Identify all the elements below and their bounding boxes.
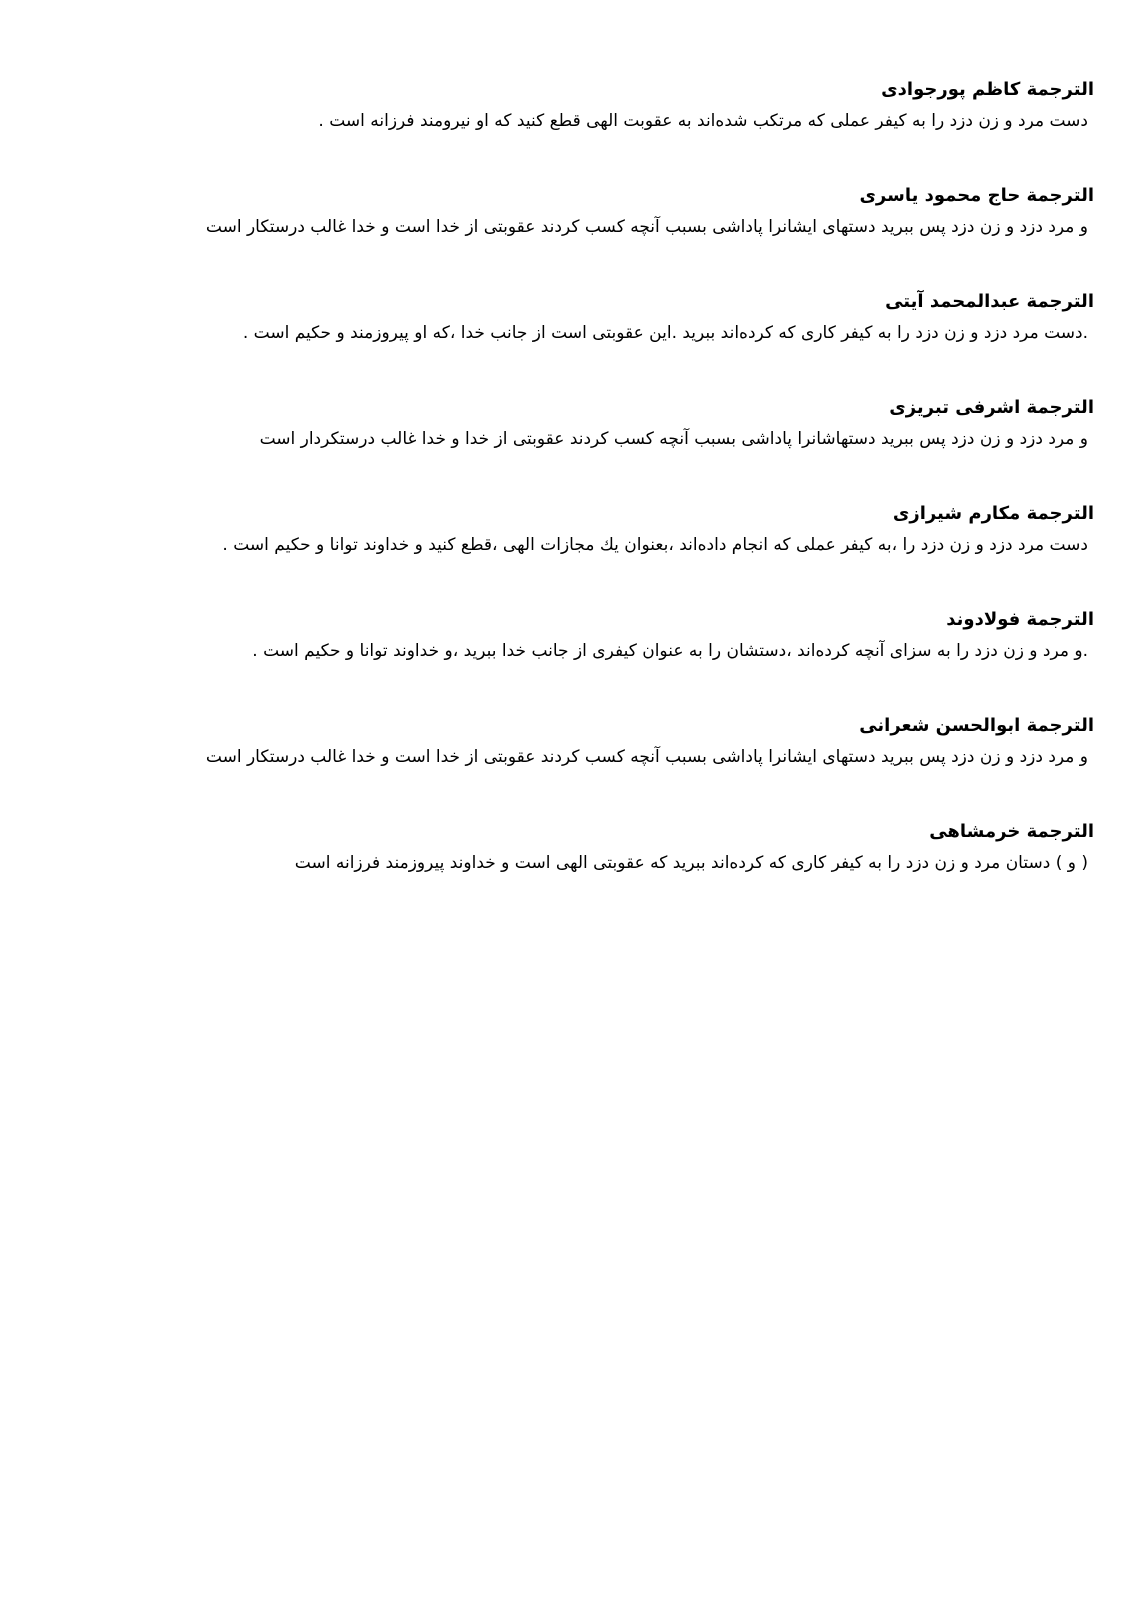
translation-text: ( و ) دستان مرد و زن دزد را به كيفر كارى كه كرده‌اند ببريد كه عقوبتى الهى است و خداوند پيروزمند فرزانه است [294, 853, 1088, 873]
translation-entry-1 [0, 76, 1144, 182]
translation-text: و مرد دزد و زن دزد پس ببريد دستهاى ايشانرا پاداشى بسبب آنچه كسب كردند عقوبتى از خدا است و خدا غالب درستكار است [205, 217, 1088, 237]
translation-title: الترجمة عبدالمحمد آيتى [885, 291, 1094, 312]
translation-text: .دست مرد دزد و زن دزد را به كيفر كارى كه كرده‌اند ببريد .اين عقوبتى است از جانب خدا ،كه او پيروزمند و حكيم است . [242, 323, 1088, 343]
translation-title: الترجمة فولادوند [946, 609, 1094, 630]
translation-entry-7 [0, 712, 1144, 818]
translation-text: دست مرد و زن دزد را به كيفر عملى كه مرتكب شده‌اند به عقوبت الهى قطع كنيد كه او نيرومند فرزانه است . [318, 111, 1088, 131]
translation-entry-2 [0, 182, 1144, 288]
translation-text: دست مرد دزد و زن دزد را ،به كيفر عملى كه انجام داده‌اند ،بعنوان يك مجازات الهى ،قطع كنيد و خداوند توانا و حكيم است . [222, 535, 1088, 555]
translation-title: الترجمة اشرفى تبريزى [889, 397, 1094, 418]
translation-text: و مرد دزد و زن دزد پس ببريد دستهاشانرا پاداشى بسبب آنچه كسب كردند عقوبتى از خدا و خدا غالب درستكردار است [259, 429, 1088, 449]
translation-text: .و مرد و زن دزد را به سزاى آنچه كرده‌اند ،دستشان را به عنوان كيفرى از جانب خدا ببريد ،و خداوند توانا و حكيم است . [252, 641, 1088, 661]
translation-entry-4 [0, 394, 1144, 500]
translation-title: الترجمة حاج محمود ياسرى [859, 185, 1094, 206]
translation-title: الترجمة ابوالحسن شعرانى [859, 715, 1094, 736]
translation-entry-5 [0, 500, 1144, 606]
translation-title: الترجمة خرمشاهى [929, 821, 1094, 842]
translation-title: الترجمة مكارم شيرازى [892, 503, 1094, 524]
translation-entry-6 [0, 606, 1144, 712]
translation-title: الترجمة كاظم پورجوادى [881, 79, 1094, 100]
translation-entry-3 [0, 288, 1144, 394]
translation-text: و مرد دزد و زن دزد پس ببريد دستهاى ايشانرا پاداشى بسبب آنچه كسب كردند عقوبتى از خدا است و خدا غالب درستكار است [205, 747, 1088, 767]
translation-entry-8 [0, 818, 1144, 924]
